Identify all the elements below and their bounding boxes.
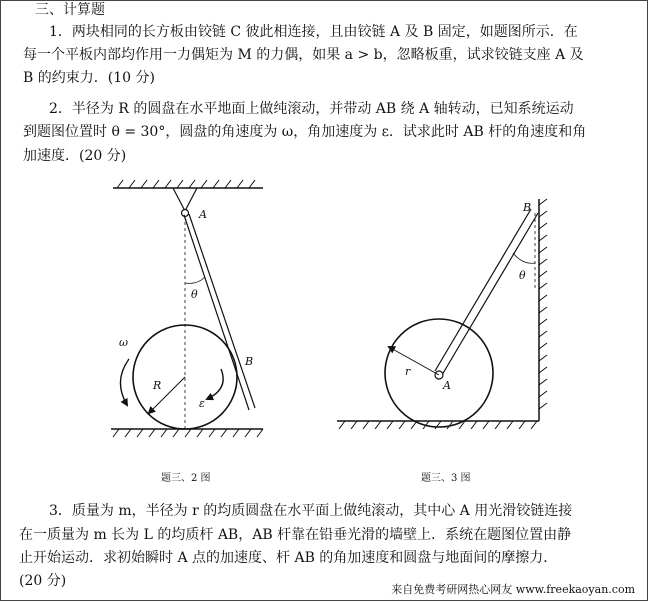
problem3-line4: (20 分) — [19, 573, 67, 589]
theta-arc — [185, 277, 205, 283]
figure2-diagram — [111, 180, 263, 437]
source-footer: 来自免费考研网热心网友 www.freekaoyan.com — [391, 583, 635, 596]
fig2-label-epsilon: ε — [199, 397, 205, 410]
fig2-label-omega: ω — [119, 336, 128, 349]
rod-AB-3 — [435, 209, 538, 375]
radius-line-3 — [389, 347, 439, 375]
rod-AB — [184, 214, 255, 410]
figure3-diagram — [337, 199, 547, 429]
problem2-line2: 到题图位置时 θ = 30°，圆盘的角速度为 ω，角加速度为 ε．试求此时 AB 杆的角速度和角 — [23, 124, 587, 140]
vertical-wall — [539, 199, 547, 421]
problem2-line1: 2．半径为 R 的圆盘在水平地面上做纯滚动，并带动 AB 绕 A 轴转动，已知系统运动 — [49, 101, 574, 117]
epsilon-arrow — [207, 369, 223, 399]
problem2-line3: 加速度．(20 分) — [23, 148, 127, 164]
fig2-label-B: B — [245, 355, 254, 368]
omega-arrow — [120, 359, 129, 405]
fig2-label-theta: θ — [191, 288, 198, 301]
pin-support-A — [173, 188, 197, 217]
problem1-line3: B 的约束力．(10 分) — [23, 70, 155, 86]
fig2-label-R: R — [153, 379, 162, 392]
theta-arc-3 — [513, 253, 535, 263]
ground-floor — [111, 429, 263, 437]
section-title: 三、计算题 — [35, 2, 105, 18]
ground-floor-3 — [337, 421, 539, 429]
fig3-label-B: B — [523, 201, 532, 214]
fig3-label-r: r — [405, 365, 411, 378]
problem1-line1: 1．两块相同的长方板由铰链 C 彼此相连接，且由铰链 A 及 B 固定，如题图所示．在 — [49, 24, 578, 40]
fig2-label-A: A — [199, 208, 207, 221]
problem1-line2: 每一个平板内部均作用一力偶矩为 M 的力偶，如果 a > b，忽略板重，试求铰链支座 A 及 — [23, 47, 584, 63]
problem3-line2: 在一质量为 m 长为 L 的均质杆 AB，AB 杆靠在铅垂光滑的墙壁上．系统在题图位置由静 — [19, 527, 572, 543]
fig3-label-A: A — [443, 379, 451, 392]
figure3-caption: 题三、3 图 — [421, 473, 471, 484]
ceiling-support — [113, 180, 263, 188]
problem3-line1: 3．质量为 m，半径为 r 的均质圆盘在水平面上做纯滚动，其中心 A 用光滑铰链连接 — [49, 503, 573, 519]
fig3-label-theta: θ — [519, 269, 526, 282]
figure2-caption: 题三、2 图 — [161, 473, 211, 484]
problem3-line3: 止开始运动．求初始瞬时 A 点的加速度、杆 AB 的角加速度和圆盘与地面间的摩擦力． — [19, 550, 558, 566]
